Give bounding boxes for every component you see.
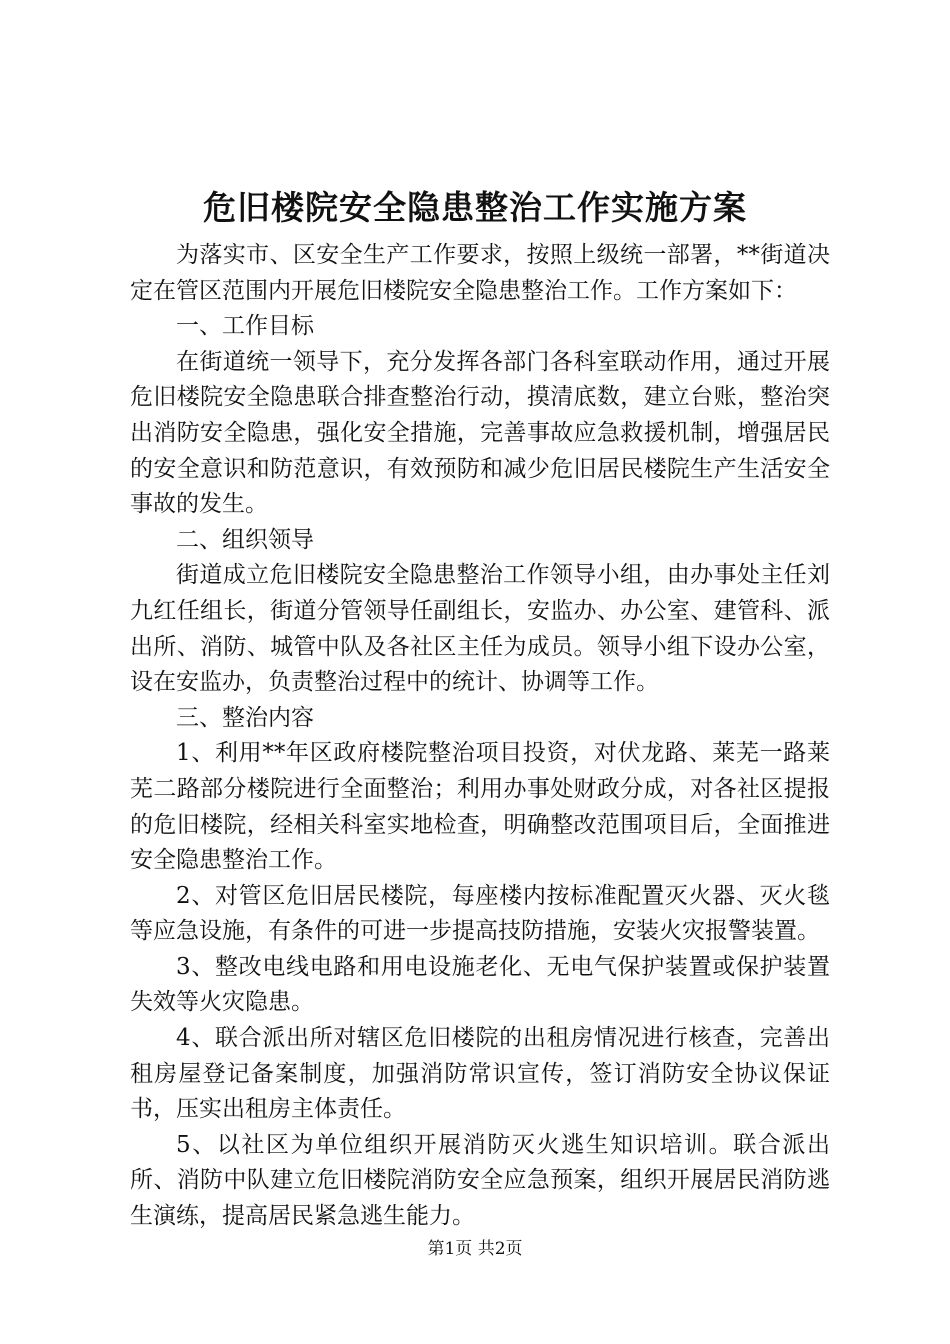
intro-paragraph: 为落实市、区安全生产工作要求，按照上级统一部署，**街道决定在管区范围内开展危旧楼院安全隐患整治工作。工作方案如下：	[130, 242, 830, 304]
content-item-2: 2、对管区危旧居民楼院，每座楼内按标准配置灭火器、灭火毯等应急设施，有条件的可进一步提高技防措施，安装火灾报警装置。	[130, 882, 830, 945]
content-item-5: 5、以社区为单位组织开展消防灭火逃生知识培训。联合派出所、消防中队建立危旧楼院消防安全应急预案，组织开展居民消防逃生演练，提高居民紧急逃生能力。	[130, 1131, 830, 1230]
page-number-footer: 第1页 共2页	[427, 1239, 523, 1259]
content-item-4: 4、联合派出所对辖区危旧楼院的出租房情况进行核查，完善出租房屋登记备案制度，加强消防常识宣传，签订消防安全协议保证书，压实出租房主体责任。	[130, 1025, 830, 1123]
document-body	[130, 238, 830, 1235]
section-heading-content: 三、整治内容	[176, 704, 314, 731]
content-item-3: 3、整改电线电路和用电设施老化、无电气保护装置或保护装置失效等火灾隐患。	[130, 953, 830, 1016]
content-item-1: 1、利用**年区政府楼院整治项目投资，对伏龙路、莱芜一路莱芜二路部分楼院进行全面整治；利用办事处财政分成，对各社区提报的危旧楼院，经相关科室实地检查，明确整改范围项目后，全面推进安全隐患整治工作。	[130, 740, 830, 874]
document-title: 危旧楼院安全隐患整治工作实施方案	[203, 188, 747, 227]
organization-paragraph: 街道成立危旧楼院安全隐患整治工作领导小组，由办事处主任刘九红任组长，街道分管领导任副组长，安监办、办公室、建管科、派出所、消防、城管中队及各社区主任为成员。领导小组下设办公室，设在安监办，负责整治过程中的统计、协调等工作。	[130, 562, 830, 696]
section-heading-organization: 二、组织领导	[176, 526, 314, 553]
section-heading-goals: 一、工作目标	[176, 313, 314, 340]
goals-paragraph: 在街道统一领导下，充分发挥各部门各科室联动作用，通过开展危旧楼院安全隐患联合排查整治行动，摸清底数，建立台账，整治突出消防安全隐患，强化安全措施，完善事故应急救援机制，增强居民的安全意识和防范意识，有效预防和减少危旧居民楼院生产生活安全事故的发生。	[130, 348, 830, 518]
